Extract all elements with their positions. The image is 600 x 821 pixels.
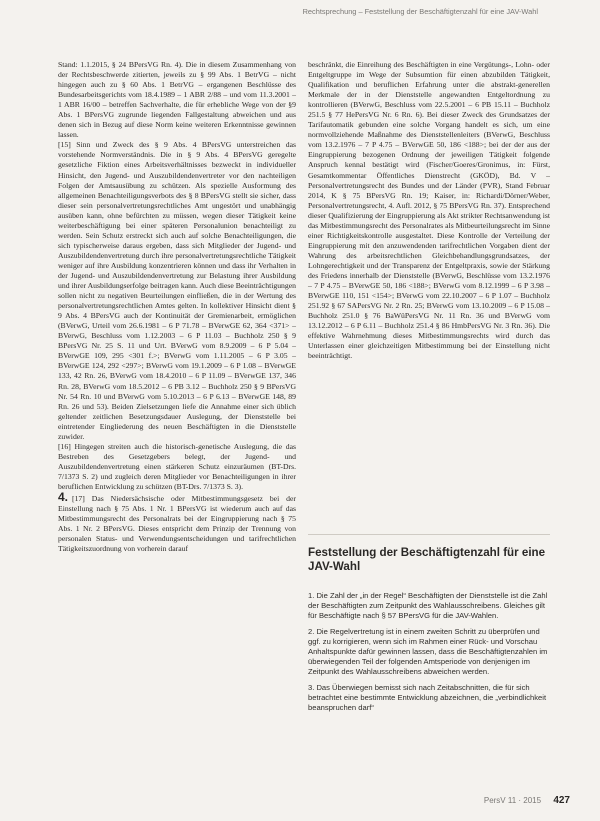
list-item: 1. Die Zahl der „in der Regel“ Beschäftigten der Dienststelle ist die Zahl der Beschäftigten zum Zeitpunkt des Wahlausschreibens. Gleiches gilt für Beschäftigte nach § 57 BPersVG für die JAV-Wahlen. (308, 591, 548, 620)
section-number: 4. (58, 490, 69, 505)
page-number: 427 (553, 795, 570, 806)
left-column (58, 60, 296, 554)
heading-divider (308, 534, 550, 535)
paragraph: [15] Sinn und Zweck des § 9 Abs. 4 BPersVG unterstreichen das vorstehende Normverständnis. Die in § 9 Abs. 4 BPersVG geregelte gesetzliche Fiktion eines Arbeitsverhältnisses bezweckt in individueller Hinsicht, den Jugend- und Auszubildendenvertreter vor den nachteiligen Folgen der Amtsausübung zu schützen. Als spezielle Ausformung des allgemeinen Benachteiligungsverbots des § 8 BPersVG stellt sie sicher, dass dieser sein personalvertretungsrechtliches Amt ungestört und unabhängig ausüben kann, ohne befürchten zu müssen, wegen dieser Tätigkeit keine weiterbeschäftigung bei einer späteren Personalunion benachteiligt zu werden. Sein Schutz erstreckt sich auch auf solche Benachteiligungen, die sich typischerweise daraus ergeben, dass sich Mitglieder der Jugend- und Auszubildendenvertretung durch ihre personalvertretungsrechtliche Tätigkeit weniger auf ihre Ausbildung konzentrieren können und dass ihr Verhalten in der Jugend- und Auszubildendenvertretung zur Belastung ihrer Ausbildung und ihrer Ausbildungserfolge beitragen kann. Auch diese Beeinträchtigungen sollen nicht zu negativen Beurteilungen einfließen, die in der Wertung des personalvertretungsrechtlichen Amtes gelten. In kollektiver Hinsicht dient § 9 Abs. 4 BPersVG auch der Kontinuität der Gremienarbeit, ermöglichen (BVerwG, Urteil vom 26.6.1981 – 6 P 71.78 – BVerwGE 62, 364 <371> – BVerwG, Beschluss vom 1.12.2003 – 6 P 11.03 – Buchholz 250 § 9 BPersVG Nr. 25 S. 11 und Urt. BVerwG vom 8.9.2009 – 6 P 5.04 – BVerwGE 109, 295 <301 f.>; BVerwG vom 1.11.2005 – 6 P 3.05 – BVerwGE 124, 292 <297>; BVerwG vom 19.1.2009 – 6 P 1.08 – BVerwGE 133, 42 Rn. 26, BVerwG vom 18.4.2010 – 6 P 11.09 – BVerwGE 137, 346 Rn. 28, BVerwG vom 18.5.2012 – 6 PB 3.12 – Buchholz 250 § 9 BPersVG Nr. 54 Rn. 10 und BVerwG vom 5.10.2013 – 6 P 6.13 – BVerwGE 148, 89 Rn. 26 und 53). Beiden Zielsetzungen liefe die Annahme einer sich üblich geltender zeitlichen Besetzungsdauer Auslegung, der Dienststelle bei eintretender Eingliederung des neuen Beschäftigten in die Dienststelle zuwider. (58, 140, 296, 441)
running-head: Rechtsprechung – Feststellung der Beschäftigtenzahl für eine JAV-Wahl (302, 7, 538, 16)
page-footer (484, 795, 570, 806)
section-heading: Feststellung der Beschäftigtenzahl für eine JAV-Wahl (308, 546, 546, 573)
list-item: 2. Die Regelvertretung ist in einem zweiten Schritt zu überprüfen und ggf. zu korrigieren, wenn sich im Rahmen einer Rück- und Vorschau Anhaltspunkte dafür gewinnen lassen, dass die Beschäftigtenzahlen im überwiegenden Teil der folgenden Amtsperiode von denjenigen im Zeitpunkt des Wahlausschreibens abweichen werden. (308, 627, 548, 676)
guiding-principles-list (308, 591, 550, 719)
issue-label: PersV 11 · 2015 (483, 796, 542, 805)
paragraph-text: [17] Das Niedersächsische oder Mitbestimmungsgesetz bei der Einstellung nach § 75 Abs. 1 Nr. 1 BPersVG ist wiederum auch auf das Mitbestimmungsrecht des Personalrats bei der Eingruppierung nach § 75 Abs. 1 Nr. 2 BPersVG. Dieses entspricht dem Prinzip der Trennung von personalen Status- und Verwendungsentscheidungen und tarifrechtlichen Tätigkeitszuordnung von vorherein darauf (58, 494, 296, 554)
paragraph: beschränkt, die Einreihung des Beschäftigten in eine Vergütungs-, Lohn- oder Entgeltgruppe im Wege der Subsumtion für einen abzubilden Tätigkeit, Qualifikation und beruflichen Erfahrung unter die abstrakt-generellen Merkmale der in der Dienststelle angewandten Entgeltordnung zu kontrollieren (BVerwG, Beschluss vom 22.5.2001 – 6 PB 15.11 – Buchholz 251.5 § 77 HePersVG Nr. 6 Rn. 6). Bei dieser Zweck des Grundsatzes der Tarifautomatik gebunden eine solche Vorgang handelt es sich, um eine normvollziehende Maßnahme des Dienststellenleiters (BVerwG, Beschluss vom 13.2.1976 – 7 P 4.75 – BVerwGE 50, 186 <188>; bei der der aus der Eingruppierung bezogenen Ordnung der jeweiligen Tätigkeit folgende Anspruch kennal bestätigt wird (Fischer/Goeres/Gronimus, in: Fürst, Gesamtkommentar Öffentliches Dienstrecht (GKÖD), Bd. V – Personalvertretungsrecht des Bundes und der Länder (PVR), Stand Februar 2014, K § 75 BPersVG Rn. 19; Kaiser, in: Richardi/Dörner/Weber, Personalvertretungsrecht, 4. Aufl. 2012, § 75 BPersVG Rn. 37). Entsprechend dieser Qualifizierung der Eingruppierung als Akt strikter Rechtsanwendung ist das Mitbestimmungsrecht des Personalrates als Mitbeurteilungsrecht im Sinne einer Richtigkeitskontrolle ausgestaltet. Diese Kontrolle der Verteilung der Eingruppierung mit den anzuwendenden tarifrechtlichen Vorgaben dient der Wahrung des arbeitsrechtlichen Gleichbehandlungsgrundsatzes, der Lohngerechtigkeit und der Transparenz der Entgeltpraxis, sowie der Stärkung des Friedens innerhalb der Dienststelle (BVerwG, Beschlüsse vom 13.2.1976 – 7 P 4.75 – BVerwGE 50, 186 <188>; BVerwG vom 8.12.1999 – 6 P 3.98 – BVerwGE 110, 151 <154>; BVerwG vom 22.10.2007 – 6 P 1.07 – Buchholz 251.92 § 67 SAPersVG Nr. 2 Rn. 25; BVerwG vom 13.10.2009 – 6 P 15.08 – Buchholz 251.0 § 76 BaWüPersVG Nr. 11 Rn. 36 und BVerwG vom 13.12.2012 – 6 P 6.11 – Buchholz 251.4 § 86 HmbPersVG Nr. 3 Rn. 36). Die effektive Wahrnehmung dieses Mitbestimmungsrechts wird durch das Unterlassen einer gleichzeitigen Mitbestimmung bei der Einstellung nicht beeinträchtigt. (308, 60, 550, 361)
list-item: 3. Das Überwiegen bemisst sich nach Zeitabschnitten, die für sich betrachtet eine bestimmte Entwicklung abzeichnen, die „verbindlichkeit beanspruchen darf“ (308, 683, 547, 712)
section-paragraph (58, 492, 296, 554)
paragraph: [16] Hingegen streiten auch die historisch-genetische Auslegung, die das Bestreben des Gesetzgebers belegt, der Jugend- und Auszubildendenvertretung einen stärkeren Schutz einzuräumen (BT-Drs. 7/1373 S. 2) und zugleich deren Mitglieder vor Benachteiligungen in ihrer beruflichen Entwicklung zu schützen (BT-Drs. 7/1373 S. 3). (58, 441, 296, 491)
paragraph: Stand: 1.1.2015, § 24 BPersVG Rn. 4). Die in diesem Zusammenhang von der Rechtsbeschwerde zitierten, jeweils zu § 99 Abs. 1 BetrVG – nicht hingegen auch zu § 60 Abs. 1 BetrVG – ergangenen Beschlüsse des Bundesarbeitsgerichts vom 18.4.1989 – 1 ABR 2/88 – und vom 11.3.2001 – 1 ABR 16/00 – betreffen Sachverhalte, die für erhebliche Wege von der §9 Abs. 1 BPersVG zugrunde liegenden Fallgestaltung abweichen und aus denen sich in Bezug auf diese Norm keine weiteren Erkenntnisse gewinnen lassen. (58, 60, 296, 140)
right-column (308, 60, 550, 361)
